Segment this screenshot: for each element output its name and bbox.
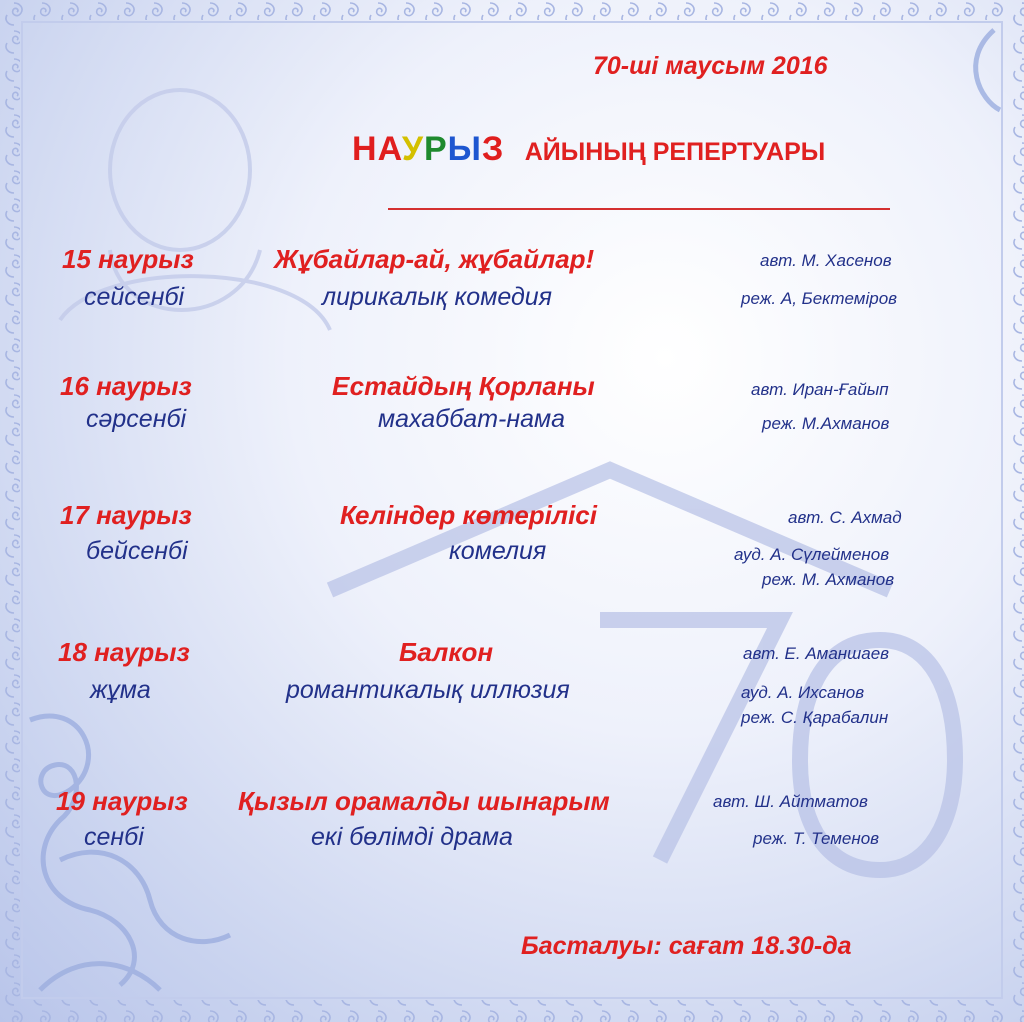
- month-letter: Н: [352, 130, 378, 168]
- performance-date: 18 наурыз: [58, 637, 190, 667]
- performance-weekday: бейсенбі: [86, 537, 188, 565]
- performance-date: 15 наурыз: [62, 244, 194, 274]
- play-credit: реж. Т. Теменов: [753, 829, 880, 848]
- play-credit: реж. М.Ахманов: [762, 414, 890, 433]
- play-credit: реж. С. Қарабалин: [741, 708, 889, 727]
- start-time: Басталуы: сағат 18.30-да: [521, 932, 852, 960]
- performance-date: 16 наурыз: [60, 371, 192, 401]
- month-letter: Р: [423, 130, 448, 168]
- title-text: АЙЫНЫҢ РЕПЕРТУАРЫ: [524, 138, 826, 166]
- play-title: Балкон: [399, 637, 494, 667]
- month-letter: У: [401, 130, 424, 168]
- season-label: 70-ші маусым 2016: [593, 52, 828, 80]
- performance-weekday: сейсенбі: [84, 283, 185, 311]
- month-letter: З: [481, 130, 505, 168]
- play-title: Қызыл орамалды шынарым: [238, 786, 610, 816]
- performance-weekday: сәрсенбі: [86, 405, 187, 433]
- play-genre: лирикалық комедия: [322, 283, 553, 311]
- play-credit: реж. А, Бектеміров: [741, 289, 898, 308]
- play-title: Естайдың Қорланы: [332, 371, 595, 401]
- performance-date: 19 наурыз: [56, 786, 188, 816]
- play-genre: романтикалық иллюзия: [286, 676, 570, 704]
- play-credit: авт. М. Хасенов: [760, 251, 892, 270]
- play-title: Жұбайлар-ай, жұбайлар!: [274, 244, 595, 274]
- play-credit: авт. Иран-Ғайып: [751, 380, 889, 399]
- play-credit: авт. Е. Аманшаев: [743, 644, 890, 663]
- performance-date: 17 наурыз: [60, 500, 192, 530]
- play-credit: ауд. А. Ихсанов: [741, 683, 865, 702]
- play-credit: ауд. А. Сүлейменов: [734, 545, 890, 564]
- play-title: Келіндер көтерілісі: [340, 500, 597, 530]
- play-genre: комелия: [449, 537, 547, 565]
- play-credit: авт. С. Ахмад: [788, 508, 902, 527]
- month-letter: А: [377, 130, 402, 168]
- play-credit: авт. Ш. Айтматов: [713, 792, 868, 811]
- performance-weekday: сенбі: [84, 823, 144, 851]
- title-underline: [388, 208, 890, 210]
- month-letter: Ы: [447, 130, 482, 168]
- month-name: [352, 130, 515, 168]
- play-genre: екі бөлімді драма: [311, 823, 513, 851]
- repertoire-title: [352, 130, 825, 169]
- play-genre: махаббат-нама: [378, 405, 566, 433]
- play-credit: реж. М. Ахманов: [762, 570, 895, 589]
- performance-weekday: жұма: [90, 676, 151, 704]
